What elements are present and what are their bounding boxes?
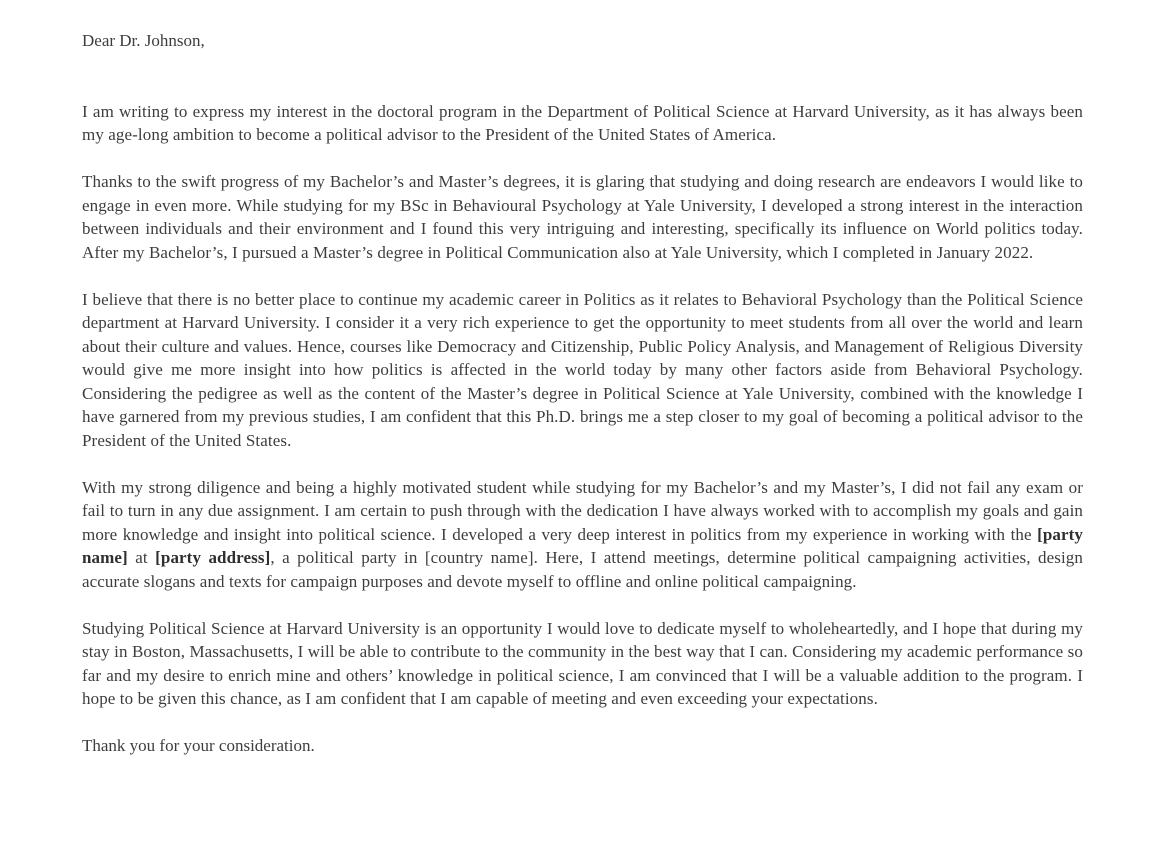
letter-paragraph — [82, 288, 1083, 453]
paragraph-text: I am writing to express my interest in the doctoral program in the Department of Political Science at Harvard University, as it has always been my age-long ambition to become a political advisor to the President of the United States of America. — [82, 101, 1083, 144]
paragraph-text: at — [127, 548, 156, 567]
paragraph-text: Studying Political Science at Harvard University is an opportunity I would love to dedicate myself to wholeheartedly, and I hope that during my stay in Boston, Massachusetts, I will be able to contribute to the community in the best way that I can. Considering my academic performance so far and my desire to enrich mine and others’ knowledge in political science, I am convinced that I will be a valuable addition to the program. I hope to be given this chance, as I am confident that I am capable of meeting and even exceeding your expectations. — [82, 618, 1083, 708]
letter-paragraph — [82, 170, 1083, 264]
salutation: Dear Dr. Johnson, — [82, 31, 205, 50]
paragraph-text: Thanks to the swift progress of my Bachelor’s and Master’s degrees, it is glaring that studying and doing research are endeavors I would like to engage in even more. While studying for my BSc in Behavioural Psychology at Yale University, I developed a strong interest in the interaction between individuals and their environment and I found this very intriguing and interesting, specifically its influence on World politics today. After my Bachelor’s, I pursued a Master’s degree in Political Communication also at Yale University, which I completed in January 2022. — [82, 172, 1083, 262]
paragraph-text: , a political party in [country name]. Here, I attend meetings, determine political campaigning activities, design accurate slogans and texts for campaign purposes and devote myself to offline and online political campaigning. — [82, 548, 1083, 591]
placeholder-bold-text: [party address] — [155, 548, 271, 567]
letter-paragraph — [82, 100, 1083, 147]
paragraph-text: I believe that there is no better place to continue my academic career in Politics as it relates to Behavioral Psychology than the Political Science department at Harvard University. I consider it a very rich experience to get the opportunity to meet students from all over the world and learn about their culture and values. Hence, courses like Democracy and Citizenship, Public Policy Analysis, and Management of Religious Diversity would give me more insight into how politics is affected in the world today by many other factors aside from Behavioral Psychology. Considering the pedigree as well as the content of the Master’s degree in Political Science at Yale University, combined with the knowledge I have garnered from my previous studies, I am confident that this Ph.D. brings me a step closer to my goal of becoming a political advisor to the President of the United States. — [82, 289, 1083, 450]
letter-body — [82, 100, 1083, 711]
letter-paragraph — [82, 617, 1083, 711]
letter-paragraph — [82, 476, 1083, 594]
placeholder-bold-text: [party name] — [82, 524, 1083, 567]
closing-line: Thank you for your consideration. — [82, 736, 315, 755]
paragraph-text: With my strong diligence and being a highly motivated student while studying for my Bachelor’s and my Master’s, I did not fail any exam or fail to turn in any due assignment. I am certain to push through with the dedication I have always worked with to accomplish my goals and gain more knowledge and insight into political science. I developed a very deep interest in politics from my experience in working with the — [82, 477, 1083, 544]
